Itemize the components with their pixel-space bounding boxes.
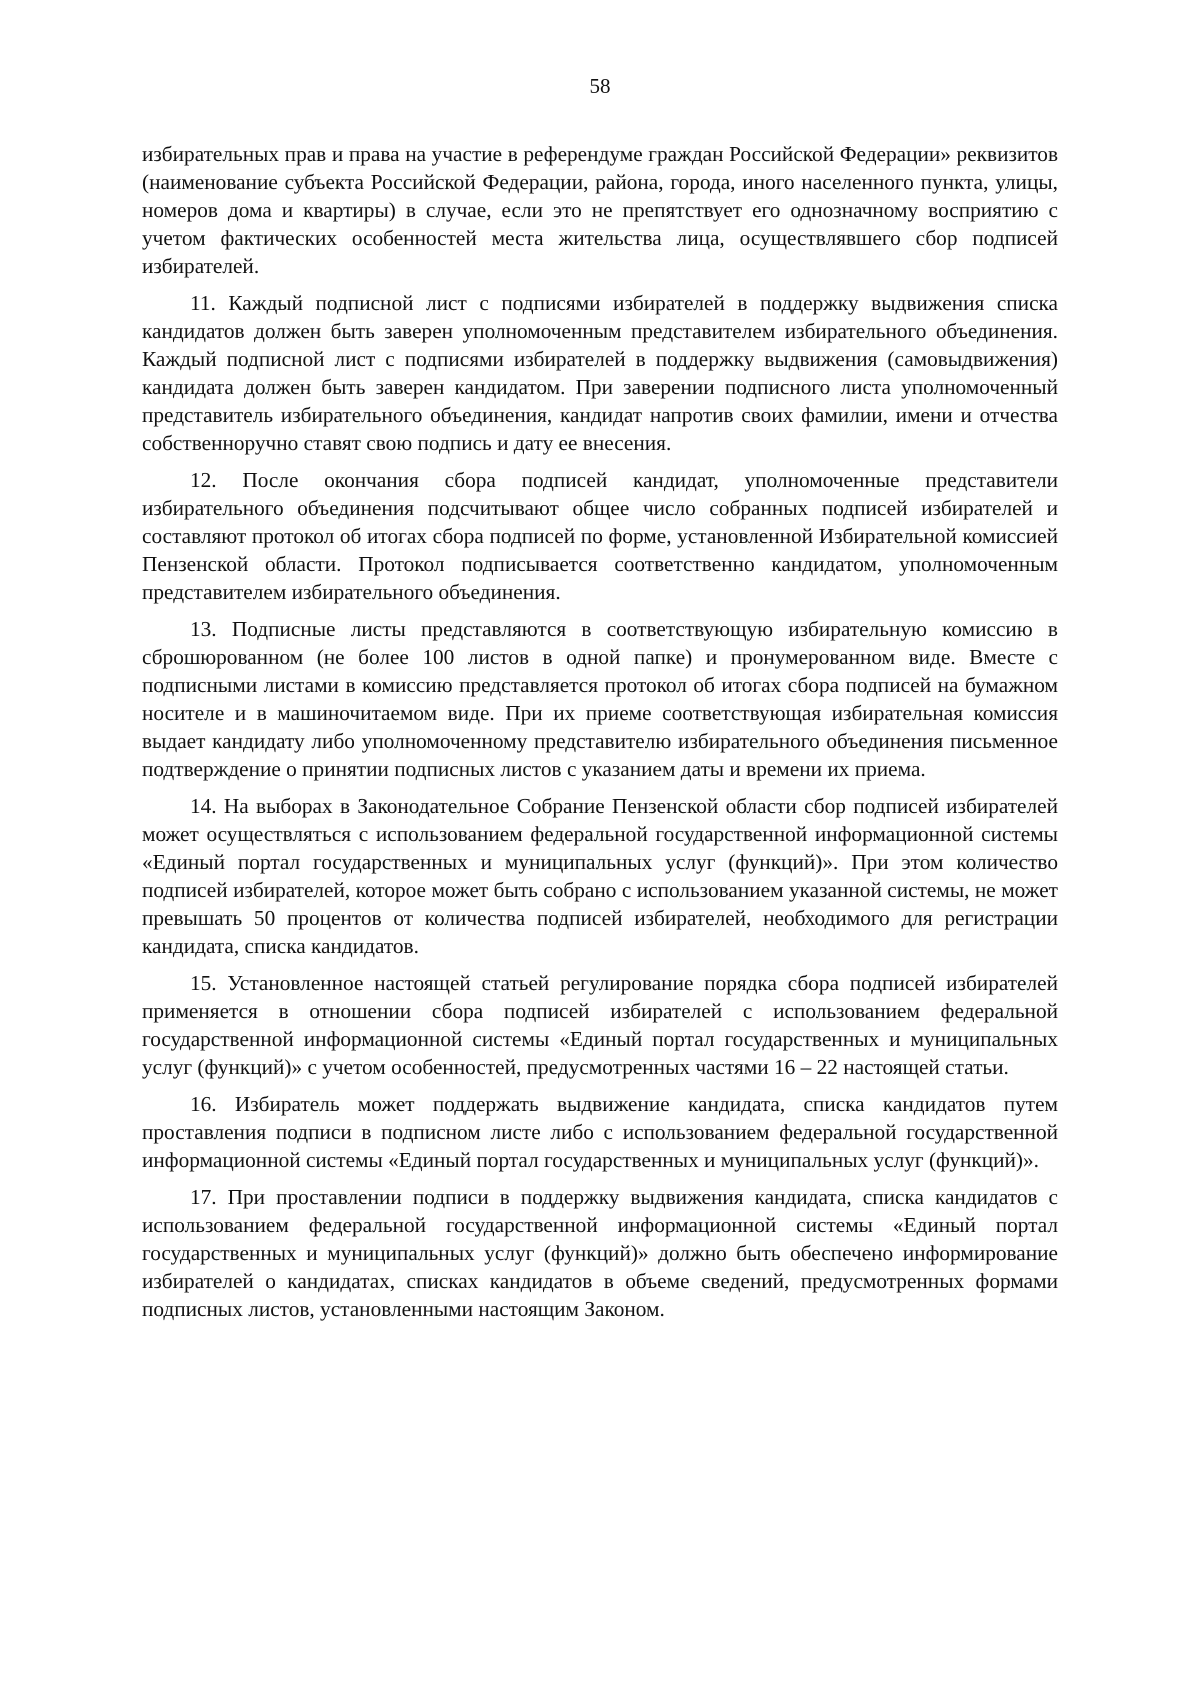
page-number: 58 bbox=[589, 74, 611, 98]
paragraph-15: 15. Установленное настоящей статьей регулирование порядка сбора подписей избирателей применяется в отношении сбора подписей избирателей с использованием федеральной государственной информационной системы «Единый портал государственных и муниципальных услуг (функций)» с учетом особенностей, предусмотренных частями 16 – 22 настоящей статьи. bbox=[142, 971, 1058, 1079]
paragraph-continuation: избирательных прав и права на участие в референдуме граждан Российской Федерации» реквизитов (наименование субъекта Российской Федерации, района, города, иного населенного пункта, улицы, номеров дома и квартиры) в случае, если это не препятствует его однозначному восприятию с учетом фактических особенностей места жительства лица, осуществлявшего сбор подписей избирателей. bbox=[142, 142, 1058, 278]
paragraph-16: 16. Избиратель может поддержать выдвижение кандидата, списка кандидатов путем проставления подписи в подписном листе либо с использованием федеральной государственной информационной системы «Единый портал государственных и муниципальных услуг (функций)». bbox=[142, 1092, 1058, 1172]
paragraph-14: 14. На выборах в Законодательное Собрание Пензенской области сбор подписей избирателей может осуществляться с использованием федеральной государственной информационной системы «Единый портал государственных и муниципальных услуг (функций)». При этом количество подписей избирателей, которое может быть собрано с использованием указанной системы, не может превышать 50 процентов от количества подписей избирателей, необходимого для регистрации кандидата, списка кандидатов. bbox=[142, 794, 1058, 958]
paragraph-13: 13. Подписные листы представляются в соответствующую избирательную комиссию в сброшюрованном (не более 100 листов в одной папке) и пронумерованном виде. Вместе с подписными листами в комиссию представляется протокол об итогах сбора подписей на бумажном носителе и в машиночитаемом виде. При их приеме соответствующая избирательная комиссия выдает кандидату либо уполномоченному представителю избирательного объединения письменное подтверждение о принятии подписных листов с указанием даты и времени их приема. bbox=[142, 617, 1058, 781]
paragraph-12: 12. После окончания сбора подписей кандидат, уполномоченные представители избирательного объединения подсчитывают общее число собранных подписей избирателей и составляют протокол об итогах сбора подписей по форме, установленной Избирательной комиссией Пензенской области. Протокол подписывается соответственно кандидатом, уполномоченным представителем избирательного объединения. bbox=[142, 468, 1058, 604]
document-body bbox=[142, 140, 1058, 1332]
paragraph-11: 11. Каждый подписной лист с подписями избирателей в поддержку выдвижения списка кандидатов должен быть заверен уполномоченным представителем избирательного объединения. Каждый подписной лист с подписями избирателей в поддержку выдвижения (самовыдвижения) кандидата должен быть заверен кандидатом. При заверении подписного листа уполномоченный представитель избирательного объединения, кандидат напротив своих фамилии, имени и отчества собственноручно ставят свою подпись и дату ее внесения. bbox=[142, 291, 1058, 455]
paragraph-17: 17. При проставлении подписи в поддержку выдвижения кандидата, списка кандидатов с использованием федеральной государственной информационной системы «Единый портал государственных и муниципальных услуг (функций)» должно быть обеспечено информирование избирателей о кандидатах, списках кандидатов в объеме сведений, предусмотренных формами подписных листов, установленными настоящим Законом. bbox=[142, 1185, 1058, 1321]
